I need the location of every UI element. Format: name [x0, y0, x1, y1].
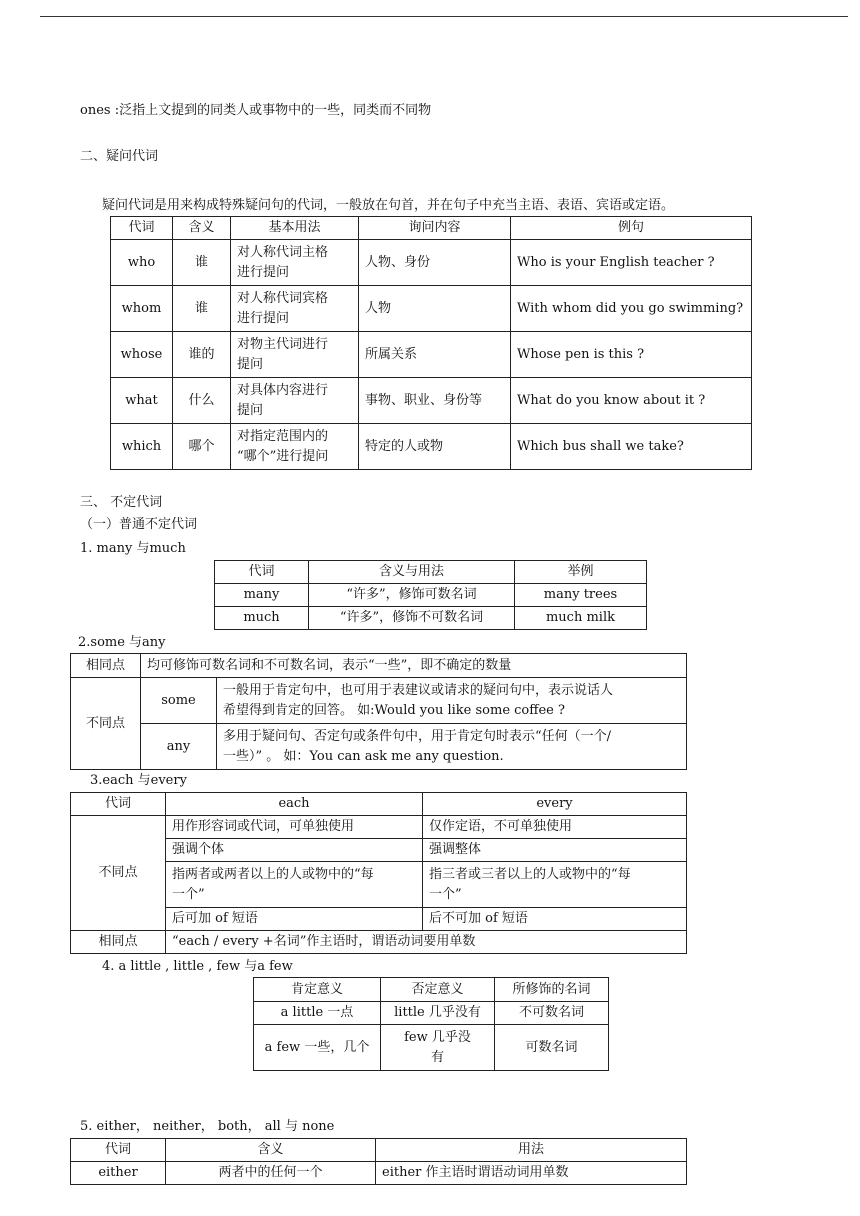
meaning-cell: 两者中的任何一个	[166, 1162, 376, 1185]
table-header: 询问内容	[359, 217, 511, 240]
usage-line: 提问	[237, 402, 264, 418]
either-none-table	[70, 1138, 687, 1185]
noun-cell: 不可数名词	[495, 1002, 609, 1025]
positive-cell: a few 一些，几个	[254, 1025, 381, 1071]
table-header: 例句	[511, 217, 752, 240]
usage-line: 对具体内容进行	[237, 382, 329, 398]
each-cell	[166, 862, 423, 908]
meaning-cell: 谁	[173, 240, 231, 286]
same-text-cell: “each / every +名词”作主语时，谓语动词要用单数	[166, 931, 687, 954]
usage-cell: either 作主语时谓语动词用单数	[376, 1162, 687, 1185]
meaning-cell: 谁的	[173, 332, 231, 378]
ones-definition: ones :泛指上文提到的同类人或事物中的一些，同类而不同物	[80, 103, 432, 118]
table-header: 所修饰的名词	[495, 978, 609, 1002]
usage-cell	[217, 724, 687, 770]
cell-line: 有	[430, 1049, 444, 1065]
negative-cell: little 几乎没有	[381, 1002, 495, 1025]
example-cell: Who is your English teacher ?	[511, 240, 752, 286]
usage-line: 对人称代词主格	[237, 244, 329, 260]
meaning-cell: 什么	[173, 378, 231, 424]
meaning-cell: “许多”，修饰不可数名词	[309, 607, 515, 630]
header-rule	[40, 16, 848, 17]
usage-line: 对物主代词进行	[237, 336, 329, 352]
little-few-table	[253, 977, 609, 1071]
content-cell: 特定的人或物	[359, 424, 511, 470]
table-row	[71, 931, 687, 954]
example-cell: much milk	[515, 607, 647, 630]
each-cell: 用作形容词或代词，可单独使用	[166, 816, 423, 839]
cell-line: few 几乎没	[404, 1029, 471, 1045]
every-cell: 强调整体	[423, 839, 687, 862]
heading-little-few: 4. a little , little , few 与a few	[102, 959, 293, 974]
interrogative-pronoun-table	[110, 216, 752, 470]
usage-cell	[231, 378, 359, 424]
positive-cell: a little 一点	[254, 1002, 381, 1025]
usage-line: 进行提问	[237, 264, 290, 280]
content-cell: 事物、职业、身份等	[359, 378, 511, 424]
cell-line: 一个”	[429, 886, 462, 902]
table-row	[215, 607, 647, 630]
usage-cell	[231, 332, 359, 378]
table-row	[71, 816, 687, 839]
some-any-table	[70, 653, 687, 770]
same-label-cell: 相同点	[71, 654, 141, 678]
meaning-cell: “许多”，修饰可数名词	[309, 584, 515, 607]
every-cell	[423, 862, 687, 908]
table-row	[71, 724, 687, 770]
example-cell: many trees	[515, 584, 647, 607]
table-header: 用法	[376, 1139, 687, 1162]
many-much-table	[214, 560, 647, 630]
pronoun-cell: which	[111, 424, 173, 470]
cell-line: 指两者或两者以上的人或物中的“每	[172, 866, 374, 882]
cell-line: 指三者或三者以上的人或物中的“每	[429, 866, 631, 882]
table-header: 代词	[71, 1139, 166, 1162]
usage-line: 一般用于肯定句中，也可用于表建议或请求的疑问句中，表示说话人	[223, 682, 614, 698]
table-row	[111, 424, 752, 470]
heading-many-much: 1. many 与much	[80, 541, 186, 556]
example-cell: What do you know about it ?	[511, 378, 752, 424]
table-header: 代词	[215, 561, 309, 584]
pronoun-cell: who	[111, 240, 173, 286]
table-header: 含义	[166, 1139, 376, 1162]
table-row	[215, 584, 647, 607]
pronoun-cell: whom	[111, 286, 173, 332]
pronoun-cell: what	[111, 378, 173, 424]
section-3-title: 三、 不定代词	[80, 495, 163, 510]
same-label-cell: 相同点	[71, 931, 166, 954]
table-row	[111, 378, 752, 424]
cell-line: 一个”	[172, 886, 205, 902]
pronoun-cell: much	[215, 607, 309, 630]
every-cell: 仅作定语，不可单独使用	[423, 816, 687, 839]
table-row	[111, 240, 752, 286]
table-row	[111, 332, 752, 378]
pronoun-cell: many	[215, 584, 309, 607]
usage-cell	[231, 240, 359, 286]
usage-cell	[231, 424, 359, 470]
table-header: 举例	[515, 561, 647, 584]
meaning-cell: 哪个	[173, 424, 231, 470]
usage-cell	[231, 286, 359, 332]
heading-either-none: 5. either， neither， both， all 与 none	[80, 1119, 335, 1134]
usage-line: 对指定范围内的	[237, 428, 329, 444]
heading-each-every: 3.each 与every	[90, 773, 187, 788]
content-cell: 所属关系	[359, 332, 511, 378]
heading-some-any: 2.some 与any	[78, 635, 166, 650]
table-header: every	[423, 793, 687, 816]
diff-label-cell: 不同点	[71, 678, 141, 770]
usage-line: 对人称代词宾格	[237, 290, 329, 306]
example-cell: Which bus shall we take?	[511, 424, 752, 470]
pronoun-cell: either	[71, 1162, 166, 1185]
every-cell: 后不可加 of 短语	[423, 908, 687, 931]
usage-line: 多用于疑问句、否定句或条件句中，用于肯定句时表示“任何（一个/	[223, 728, 612, 744]
table-row	[71, 654, 687, 678]
table-header: 含义与用法	[309, 561, 515, 584]
section-3-subtitle: （一）普通不定代词	[80, 517, 198, 532]
usage-line: 提问	[237, 356, 264, 372]
table-row	[254, 1002, 609, 1025]
meaning-cell: 谁	[173, 286, 231, 332]
negative-cell	[381, 1025, 495, 1071]
section-2-title: 二、疑问代词	[80, 149, 159, 164]
table-header: 代词	[111, 217, 173, 240]
content-cell: 人物、身份	[359, 240, 511, 286]
pronoun-cell: some	[141, 678, 217, 724]
pronoun-cell: whose	[111, 332, 173, 378]
table-header: 含义	[173, 217, 231, 240]
table-row	[71, 1162, 687, 1185]
section-2-intro: 疑问代词是用来构成特殊疑问句的代词，一般放在句首，并在句子中充当主语、表语、宾语或定语。	[102, 198, 675, 213]
content-cell: 人物	[359, 286, 511, 332]
table-header: each	[166, 793, 423, 816]
table-row	[254, 1025, 609, 1071]
usage-cell	[217, 678, 687, 724]
table-header: 代词	[71, 793, 166, 816]
usage-line: 一些）” 。 如：You can ask me any question.	[223, 748, 504, 764]
example-cell: Whose pen is this ?	[511, 332, 752, 378]
noun-cell: 可数名词	[495, 1025, 609, 1071]
usage-line: 希望得到肯定的回答。 如:Would you like some coffee ?	[223, 702, 565, 718]
example-cell: With whom did you go swimming?	[511, 286, 752, 332]
pronoun-cell: any	[141, 724, 217, 770]
each-every-table	[70, 792, 687, 954]
table-header: 基本用法	[231, 217, 359, 240]
table-header: 否定意义	[381, 978, 495, 1002]
table-row	[71, 678, 687, 724]
table-header: 肯定意义	[254, 978, 381, 1002]
same-text-cell: 均可修饰可数名词和不可数名词，表示“一些”，即不确定的数量	[141, 654, 687, 678]
usage-line: “哪个”进行提问	[237, 448, 329, 464]
table-row	[111, 286, 752, 332]
each-cell: 强调个体	[166, 839, 423, 862]
diff-label-cell: 不同点	[71, 816, 166, 931]
each-cell: 后可加 of 短语	[166, 908, 423, 931]
usage-line: 进行提问	[237, 310, 290, 326]
